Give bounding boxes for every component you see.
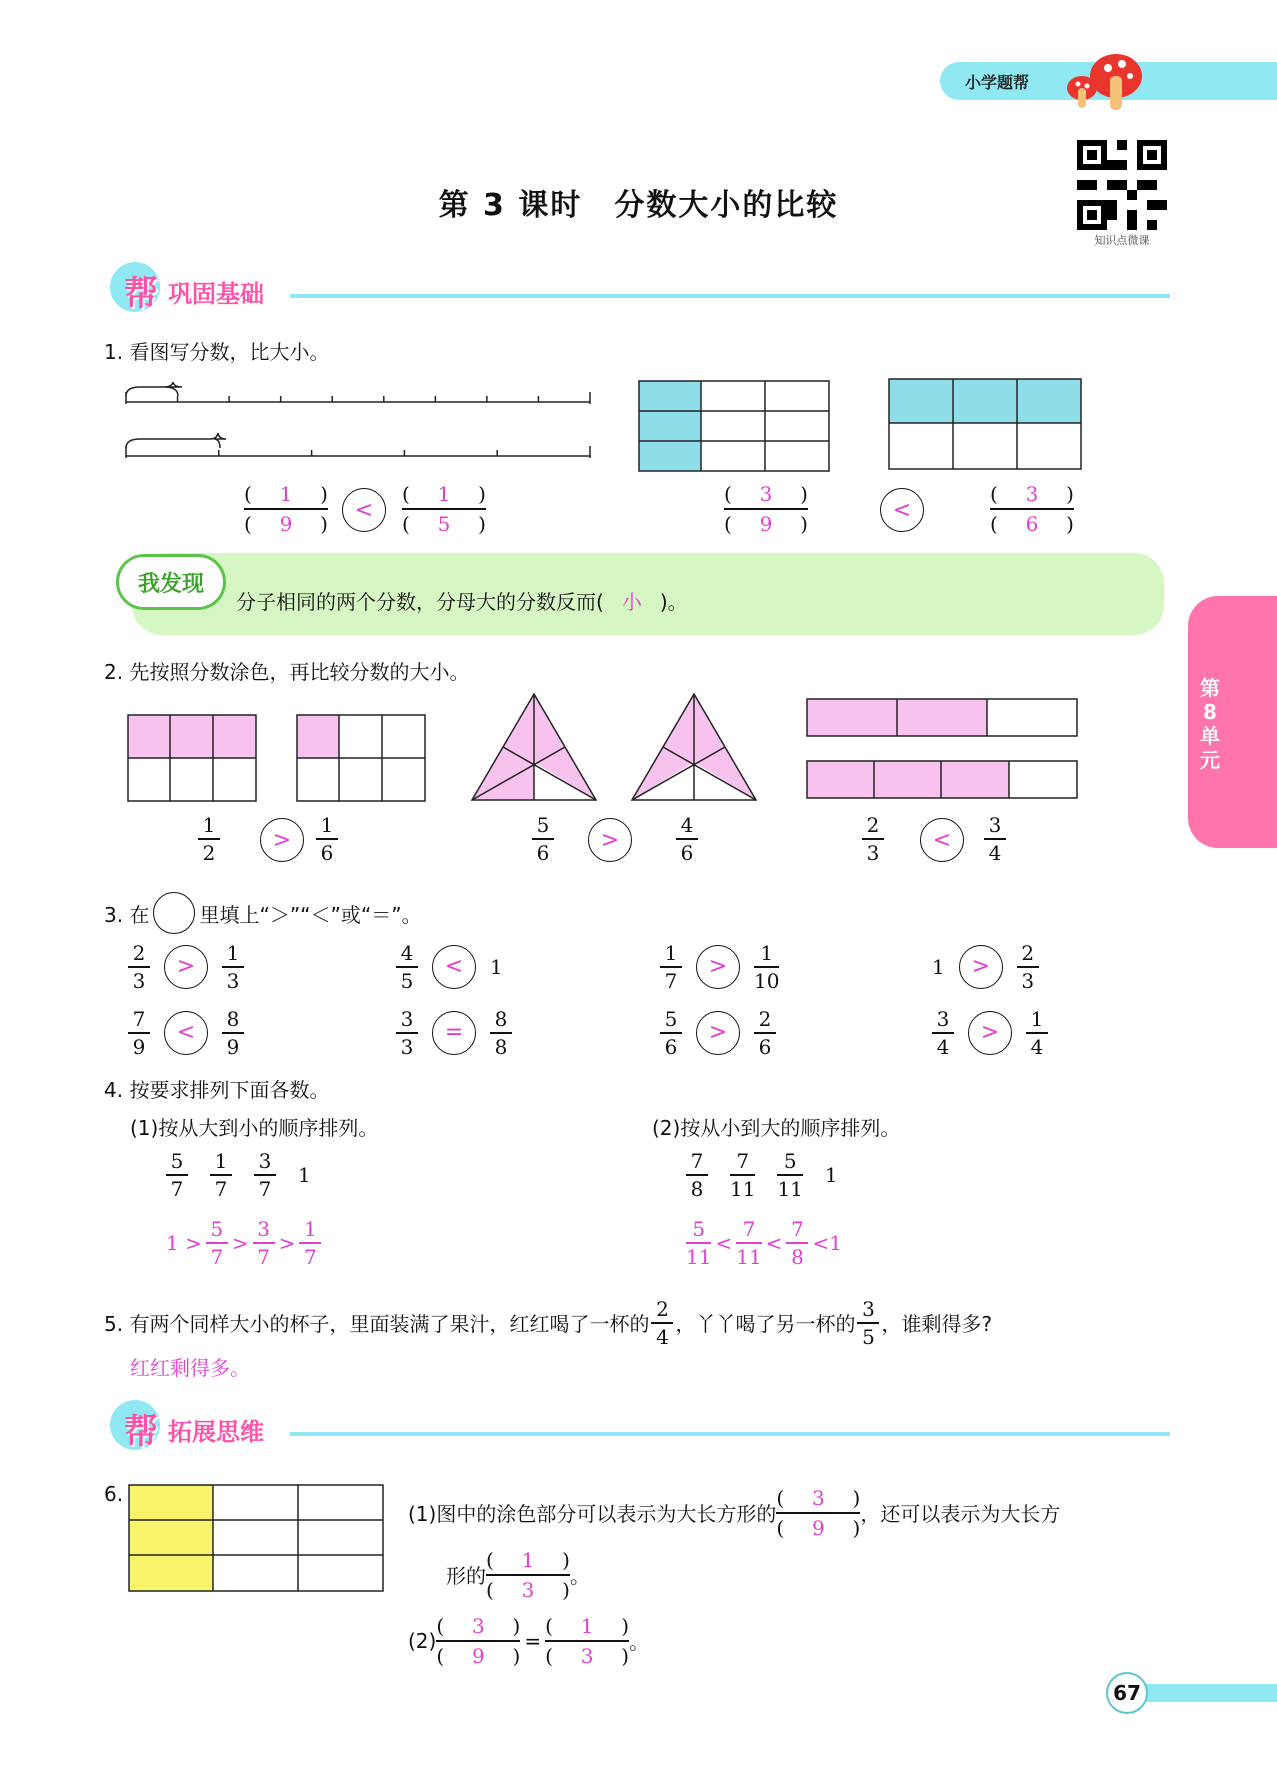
answer-lead: 1 > (166, 1230, 202, 1255)
q3-prompt-a: 3. 在 (104, 902, 150, 927)
denominator: 9 (759, 511, 773, 536)
q2-triangle-5-6 (470, 692, 598, 802)
denominator: 8 (494, 1034, 508, 1059)
q6-answer-1-3: ( 1 ) ( 3 ) (486, 1548, 570, 1602)
denominator: 5 (862, 1324, 875, 1349)
discover-badge: 我发现 (116, 554, 226, 610)
fraction (932, 1006, 954, 1060)
fraction (676, 812, 698, 866)
q2-bar-quarters (806, 760, 1078, 800)
numerator: 1 (202, 813, 216, 837)
denominator: 11 (736, 1244, 762, 1269)
whole-number: 1 (932, 954, 945, 979)
q2-left-fraction (862, 812, 884, 866)
q3-item (660, 1006, 776, 1060)
fraction (222, 1006, 244, 1060)
q1-grid-3x2 (888, 378, 1082, 470)
compare-circle: > (260, 818, 304, 862)
fraction (1026, 1006, 1048, 1060)
section-basic-header (110, 262, 1170, 316)
denominator: 6 (536, 840, 550, 865)
numerator: 8 (494, 1007, 508, 1031)
fraction (299, 1216, 321, 1270)
q6-part1-line2 (446, 1546, 590, 1604)
denominator: 4 (656, 1324, 669, 1349)
q1-prompt: 1. 看图写分数，比大小。 (104, 340, 330, 364)
q5-answer: 红红剩得多。 (130, 1356, 250, 1380)
page-title: 第 3 课时 分数大小的比较 (438, 188, 839, 223)
q6-part1-line1 (408, 1484, 1060, 1542)
unit-tab-label: 第8单元 (1200, 676, 1220, 772)
fraction (166, 1148, 188, 1202)
q2-right-fraction (316, 812, 338, 866)
denominator: 7 (664, 968, 678, 993)
numerator: 5 (783, 1149, 797, 1173)
denominator: 6 (1025, 511, 1039, 536)
denominator: 7 (210, 1244, 224, 1269)
fraction (777, 1148, 802, 1202)
q4-answer-2: $\frac{5}{11}$ < $\frac{7}{11}$ < $\frac{7}{8}$ <1 (686, 1217, 842, 1269)
discover-answer: 小 (621, 590, 642, 614)
q4-answer-1: 1 > $\frac{5}{7}$ > $\frac{3}{7}$ > $\frac{1}{7}$ (166, 1216, 321, 1270)
section-extend-header (110, 1400, 1170, 1454)
q4-numbers (686, 1148, 838, 1202)
q2-rect-sixths (296, 714, 426, 802)
denominator: 4 (936, 1034, 950, 1059)
q1-answer-3-9: ( 3 ) ( 9 ) (724, 482, 808, 536)
section-bang: 帮 (124, 274, 158, 314)
denominator: 3 (580, 1643, 594, 1668)
denominator: 9 (132, 1034, 146, 1059)
q6-answer-1-3: ( 1 ) ( 3 ) (545, 1614, 630, 1668)
numerator: 3 (862, 1297, 875, 1321)
fraction (984, 812, 1006, 866)
q2-right-fraction (676, 812, 698, 866)
compare-circle: = (432, 1011, 476, 1055)
denominator: 3 (226, 968, 240, 993)
q5-text-b: ，丫丫喝了另一杯的 (675, 1312, 856, 1337)
fraction (210, 1148, 232, 1202)
q6-answer-3-9: ( 3 ) ( 9 ) (776, 1486, 861, 1540)
numerator: 3 (988, 813, 1002, 837)
numerator: 1 (521, 1548, 535, 1572)
numerator: 5 (210, 1217, 224, 1241)
q4-numbers (166, 1148, 311, 1202)
fraction (754, 940, 779, 994)
numerator: 3 (1025, 482, 1039, 506)
numerator: 7 (690, 1149, 704, 1173)
empty-circle (153, 892, 195, 934)
fraction (490, 1006, 512, 1060)
q6-part2 (408, 1612, 649, 1670)
fraction (786, 1216, 808, 1270)
numerator: 5 (692, 1217, 706, 1241)
denominator: 3 (400, 1034, 414, 1059)
numerator: 1 (214, 1149, 228, 1173)
q2-left-fraction (532, 812, 554, 866)
numerator: 1 (279, 482, 293, 506)
numerator: 3 (759, 482, 773, 506)
fraction (857, 1296, 879, 1350)
q3-item (128, 1006, 244, 1060)
q5-prompt (104, 1296, 992, 1350)
section-title: 巩固基础 (168, 280, 264, 308)
section-rule (290, 1432, 1170, 1436)
fraction (660, 1006, 682, 1060)
qr-caption: 知识点微课 (1094, 234, 1150, 247)
fraction (730, 1148, 755, 1202)
fraction (253, 1216, 275, 1270)
compare-circle: > (959, 945, 1003, 989)
qr-code-icon[interactable] (1077, 140, 1167, 230)
compare-circle: < (164, 1011, 208, 1055)
denominator: 11 (777, 1176, 803, 1201)
discover-text-after: )。 (659, 590, 688, 614)
q6-answer-3-9: ( 3 ) ( 9 ) (436, 1614, 521, 1668)
q4-part2-label: (2)按从小到大的顺序排列。 (652, 1116, 901, 1140)
fraction (222, 940, 244, 994)
fraction (316, 812, 338, 866)
q4-part1-label: (1)按从大到小的顺序排列。 (130, 1116, 379, 1140)
q1-answer-1-9: ( 1 ) ( 9 ) (244, 482, 328, 536)
q5-text-a: 5. 有两个同样大小的杯子，里面装满了果汁，红红喝了一杯的 (104, 1312, 650, 1337)
denominator: 2 (202, 840, 216, 865)
q2-prompt: 2. 先按照分数涂色，再比较分数的大小。 (104, 660, 470, 684)
brand-label: 小学题帮 (965, 73, 1030, 92)
whole-number: 1 (490, 954, 503, 979)
numerator: 4 (680, 813, 694, 837)
q1-answer-1-5: ( 1 ) ( 5 ) (402, 482, 486, 536)
fraction (198, 812, 220, 866)
numerator: 3 (257, 1217, 270, 1241)
section-bang: 帮 (124, 1412, 158, 1452)
denominator: 9 (811, 1515, 825, 1540)
compare-circle: > (696, 945, 740, 989)
numerator: 7 (132, 1007, 146, 1031)
q6-p1a: (1)图中的涂色部分可以表示为大长方形的 (408, 1502, 777, 1527)
fraction (532, 812, 554, 866)
q3-prompt (104, 892, 422, 934)
q2-rect-halves (127, 714, 257, 802)
fraction (396, 940, 418, 994)
fraction (128, 940, 150, 994)
denominator: 6 (320, 840, 334, 865)
numerator: 5 (536, 813, 550, 837)
fraction (254, 1148, 276, 1202)
q6-number: 6. (104, 1482, 124, 1506)
fraction (206, 1216, 228, 1270)
numerator: 4 (400, 941, 414, 965)
denominator: 8 (690, 1176, 704, 1201)
denominator: 6 (664, 1034, 678, 1059)
section-rule (290, 294, 1170, 298)
denominator: 3 (1021, 968, 1035, 993)
q3-item (396, 1006, 512, 1060)
fraction (660, 940, 682, 994)
denominator: 6 (680, 840, 694, 865)
q1-number-lines (120, 382, 600, 472)
compare-circle: < (342, 488, 386, 532)
numerator: 3 (811, 1486, 825, 1510)
whole-number: 1 (824, 1162, 838, 1187)
numerator: 7 (791, 1217, 804, 1241)
fraction (754, 1006, 776, 1060)
fraction (651, 1296, 673, 1350)
q6-p1d: 。 (570, 1564, 590, 1589)
denominator: 6 (758, 1034, 772, 1059)
denominator: 4 (988, 840, 1002, 865)
numerator: 2 (866, 813, 880, 837)
numerator: 5 (664, 1007, 678, 1031)
denominator: 8 (791, 1244, 804, 1269)
whole-number: 1 (298, 1162, 311, 1187)
denominator: 7 (304, 1244, 317, 1269)
q6-p2a: (2) (408, 1628, 437, 1653)
numerator: 2 (1021, 941, 1035, 965)
numerator: 7 (736, 1149, 750, 1173)
denominator: 9 (226, 1034, 240, 1059)
numerator: 1 (437, 482, 451, 506)
denominator: 7 (214, 1176, 228, 1201)
numerator: 3 (471, 1614, 485, 1638)
numerator: 1 (580, 1614, 594, 1638)
denominator: 3 (521, 1577, 535, 1602)
compare-circle: > (164, 945, 208, 989)
numerator: 1 (304, 1217, 317, 1241)
denominator: 9 (471, 1643, 485, 1668)
compare-circle: < (432, 945, 476, 989)
denominator: 5 (437, 511, 451, 536)
numerator: 2 (758, 1007, 772, 1031)
fraction (128, 1006, 150, 1060)
q6-p1b: ，还可以表示为大长方 (860, 1502, 1061, 1527)
q1-answer-3-6: ( 3 ) ( 6 ) (990, 482, 1074, 536)
q3-item (128, 940, 244, 994)
q3-item (396, 940, 503, 994)
denominator: 9 (279, 511, 293, 536)
numerator: 1 (226, 941, 240, 965)
equals-sign: = (524, 1628, 542, 1653)
q4-prompt: 4. 按要求排列下面各数。 (104, 1078, 330, 1102)
numerator: 1 (320, 813, 334, 837)
denominator: 4 (1030, 1034, 1044, 1059)
numerator: 8 (226, 1007, 240, 1031)
fraction (396, 1006, 418, 1060)
section-title: 拓展思维 (168, 1418, 264, 1446)
numerator: 3 (400, 1007, 414, 1031)
denominator: 11 (686, 1244, 712, 1269)
numerator: 7 (742, 1217, 756, 1241)
q2-triangle-4-6 (630, 692, 758, 802)
fraction (736, 1216, 761, 1270)
numerator: 2 (656, 1297, 669, 1321)
denominator: 7 (170, 1176, 184, 1201)
q5-text-c: ，谁剩得多? (881, 1312, 993, 1337)
denominator: 5 (400, 968, 414, 993)
denominator: 10 (754, 968, 780, 993)
compare-circle: < (880, 488, 924, 532)
q6-p2d: 。 (629, 1630, 650, 1655)
q2-bar-thirds (806, 698, 1078, 738)
compare-circle: > (696, 1011, 740, 1055)
numerator: 3 (936, 1007, 950, 1031)
denominator: 7 (257, 1244, 270, 1269)
q3-item (932, 1006, 1048, 1060)
discover-text-before: 分子相同的两个分数，分母大的分数反而( (236, 590, 604, 614)
q3-item (932, 940, 1039, 994)
compare-circle: < (920, 818, 964, 862)
fraction (686, 1216, 711, 1270)
numerator: 1 (664, 941, 678, 965)
numerator: 3 (258, 1149, 272, 1173)
denominator: 3 (132, 968, 146, 993)
q6-p1c: 形的 (446, 1564, 486, 1589)
fraction (1017, 940, 1039, 994)
mushroom-icon (1060, 46, 1150, 116)
discover-text (236, 586, 688, 615)
q1-grid-3x3 (638, 380, 830, 472)
q3-prompt-b: 里填上“＞”“＜”或“＝”。 (199, 902, 422, 927)
compare-circle: > (968, 1011, 1012, 1055)
denominator: 7 (258, 1176, 272, 1201)
q2-left-fraction (198, 812, 220, 866)
page-number: 67 (1106, 1672, 1148, 1714)
fraction (686, 1148, 708, 1202)
q6-grid (128, 1484, 384, 1592)
q3-item (660, 940, 779, 994)
answer-tail: <1 (812, 1230, 842, 1255)
denominator: 3 (866, 840, 880, 865)
numerator: 5 (170, 1149, 184, 1173)
q2-right-fraction (984, 812, 1006, 866)
numerator: 1 (760, 941, 774, 965)
fraction (862, 812, 884, 866)
denominator: 11 (730, 1176, 756, 1201)
compare-circle: > (588, 818, 632, 862)
numerator: 2 (132, 941, 146, 965)
numerator: 1 (1030, 1007, 1044, 1031)
